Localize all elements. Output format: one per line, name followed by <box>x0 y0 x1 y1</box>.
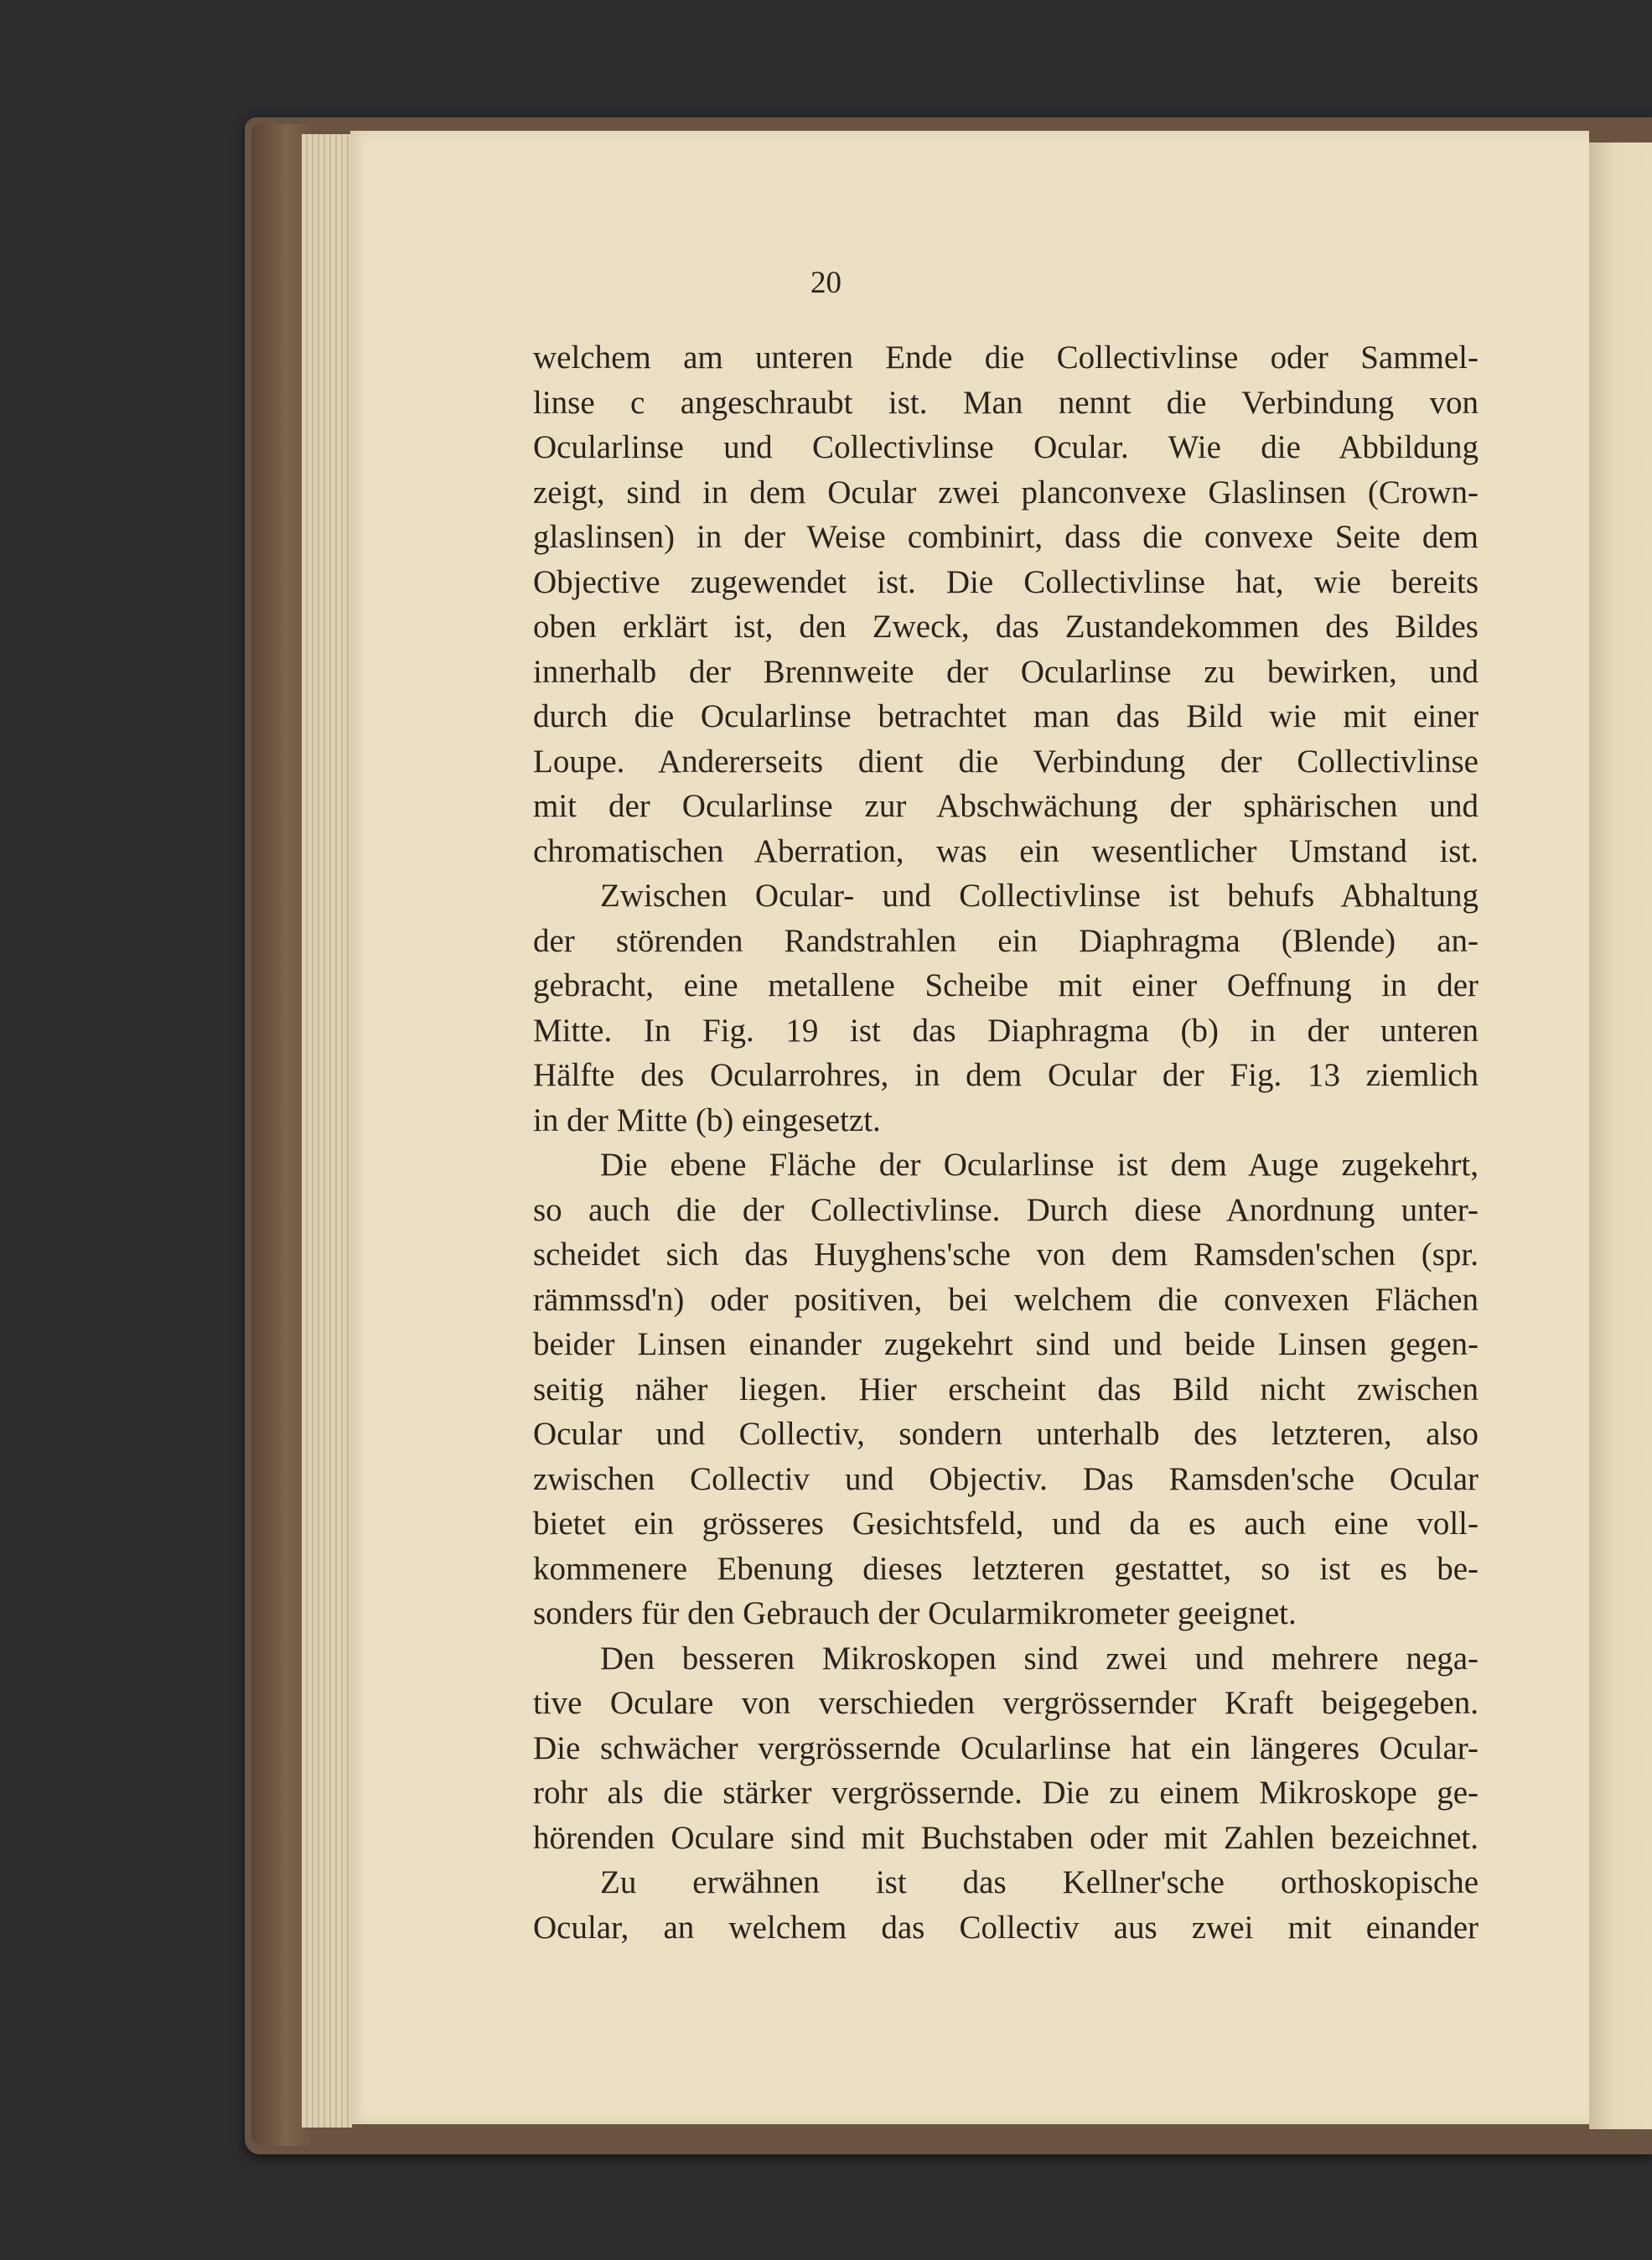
text-line: Den besseren Mikroskopen sind zwei und mehrere nega- <box>600 1640 1479 1677</box>
text-line: linse c angeschraubt ist. Man nennt die Verbindung von <box>533 384 1479 421</box>
text-line: in der Mitte (b) eingesetzt. <box>533 1101 881 1138</box>
text-line: bietet ein grösseres Gesichtsfeld, und da es auch eine voll- <box>533 1506 1479 1542</box>
text-line: gebracht, eine metallene Scheibe mit einer Oeffnung in der <box>533 967 1479 1003</box>
text-line: glaslinsen) in der Weise combinirt, dass die convexe Seite dem <box>533 519 1479 555</box>
facing-page-edge <box>1589 143 1652 2129</box>
text-line: welchem am unteren Ende die Collectivlinse oder Sammel- <box>533 340 1479 376</box>
text-line: rohr als die stärker vergrössernde. Die zu einem Mikroskope ge- <box>533 1775 1479 1811</box>
text-line: Zu erwähnen ist das Kellner'sche orthoskopische <box>600 1864 1479 1900</box>
text-line: mit der Ocularlinse zur Abschwächung der sphärischen und <box>533 788 1479 824</box>
text-line: so auch die der Collectivlinse. Durch diese Anordnung unter- <box>533 1191 1479 1228</box>
text-line: hörenden Oculare sind mit Buchstaben oder mit Zahlen bezeichnet. <box>533 1819 1479 1856</box>
text-line: tive Oculare von verschieden vergrössernder Kraft beigegeben. <box>533 1685 1479 1721</box>
text-line: zeigt, sind in dem Ocular zwei planconvexe Glaslinsen (Crown- <box>533 474 1479 511</box>
page-stack-edge <box>302 134 352 2128</box>
text-line: Die ebene Fläche der Ocularlinse ist dem Auge zugekehrt, <box>600 1147 1479 1183</box>
text-line: zwischen Collectiv und Objectiv. Das Ramsden'sche Ocular <box>533 1460 1479 1497</box>
text-line: Ocularlinse und Collectivlinse Ocular. Wie die Abbildung <box>533 429 1479 465</box>
text-line: Loupe. Andererseits dient die Verbindung der Collectivlinse <box>533 743 1479 780</box>
page-body-text <box>533 335 1479 1950</box>
text-line: Objective zugewendet ist. Die Collectivlinse hat, wie bereits <box>533 563 1479 600</box>
text-line: der störenden Randstrahlen ein Diaphragma (Blende) an- <box>533 922 1479 959</box>
text-line: innerhalb der Brennweite der Ocularlinse zu bewirken, und <box>533 653 1479 690</box>
page-number: 20 <box>810 266 842 300</box>
text-line: oben erklärt ist, den Zweck, das Zustandekommen des Bildes <box>533 609 1479 645</box>
text-line: Ocular und Collectiv, sondern unterhalb des letzteren, also <box>533 1416 1479 1452</box>
text-line: sonders für den Gebrauch der Ocularmikrometer geeignet. <box>533 1595 1297 1631</box>
text-line: Hälfte des Ocularrohres, in dem Ocular der Fig. 13 ziemlich <box>533 1057 1479 1093</box>
text-line: scheidet sich das Huyghens'sche von dem Ramsden'schen (spr. <box>533 1236 1479 1273</box>
text-line: Ocular, an welchem das Collectiv aus zwei mit einander <box>533 1909 1479 1946</box>
text-line: seitig näher liegen. Hier erscheint das Bild nicht zwischen <box>533 1371 1479 1407</box>
text-line: rämmssd'n) oder positiven, bei welchem die convexen Flächen <box>533 1281 1479 1318</box>
text-line: beider Linsen einander zugekehrt sind und beide Linsen gegen- <box>533 1326 1479 1362</box>
text-line: Zwischen Ocular- und Collectivlinse ist behufs Abhaltung <box>600 878 1479 914</box>
text-line: Die schwächer vergrössernde Ocularlinse hat ein längeres Ocular- <box>533 1729 1479 1766</box>
text-line: durch die Ocularlinse betrachtet man das Bild wie mit einer <box>533 698 1479 734</box>
text-line: kommenere Ebenung dieses letzteren gestattet, so ist es be- <box>533 1550 1479 1587</box>
text-line: chromatischen Aberration, was ein wesentlicher Umstand ist. <box>533 832 1479 869</box>
text-line: Mitte. In Fig. 19 ist das Diaphragma (b) in der unteren <box>533 1012 1479 1049</box>
